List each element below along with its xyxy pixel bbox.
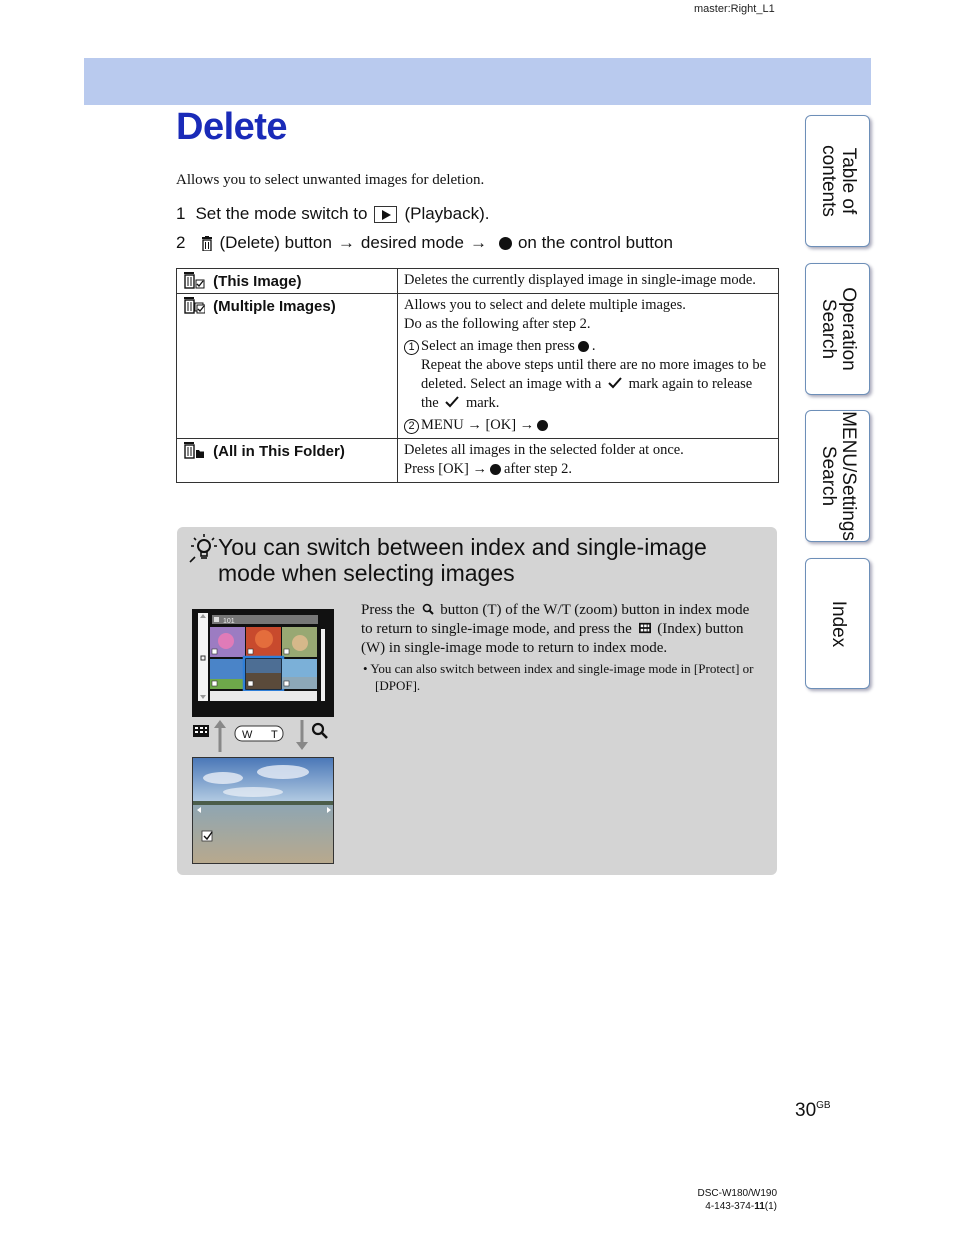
delete-modes-table [176,268,779,483]
zoom-w-label: W [242,729,253,741]
playback-icon [374,206,397,223]
control-button-center-icon [578,341,589,352]
single-image-screen-illustration [192,757,334,864]
zoom-lever-illustration [192,720,342,752]
page-title: Delete [176,106,288,148]
table-row: (All in This Folder) Deletes all images in the selected folder at once. Press [OK] → after step 2. [177,439,779,483]
magnifier-icon [422,603,434,615]
lightbulb-hint-icon [189,533,217,563]
control-button-center-icon [537,420,548,431]
index-screen-illustration [192,609,334,717]
mode-description: Deletes the currently displayed image in single-image mode. [404,272,756,288]
control-button-center-icon [490,464,501,475]
tab-operation-search[interactable]: Operation Search [805,263,870,395]
mode-label: (Multiple Images) [213,298,336,315]
magnifier-icon [313,724,327,738]
tip-body: Press the button (T) of the W/T (zoom) button in index mode to return to single-image mode, and press the (Index) button (W) in single-image mode to return to index mode. • You can also switch between index and single-image mode in [Protect] or [DPOF]. [361,601,761,694]
delete-multiple-images-icon [183,296,205,314]
index-grid-icon [193,725,209,737]
delete-all-in-folder-icon [183,441,205,459]
tip-panel [177,527,777,875]
delete-this-image-icon [183,271,205,289]
tab-index[interactable]: Index [805,558,870,689]
header-band [84,58,871,105]
mode-label: (This Image) [213,273,302,290]
tab-table-of-contents[interactable]: Table of contents [805,115,870,247]
page-number: $30^{GB}$ [795,1100,831,1121]
index-grid-icon [639,622,651,634]
check-mark-icon [445,396,459,408]
tip-title: You can switch between index and single-image mode when selecting images [218,534,707,586]
folder-label: 101 [223,618,235,625]
tip-note: • You can also switch between index and single-image mode in [Protect] or [DPOF]. [363,661,754,693]
intro-text: Allows you to select unwanted images for deletion. [176,172,485,188]
control-button-center-icon [499,237,512,250]
clipped-header-text [360,0,700,6]
table-row [177,269,779,294]
step-1: 1 Set the mode switch to (Playback). [176,204,490,223]
master-label: master:Right_L1 [694,3,775,15]
check-mark-icon [608,377,622,389]
tab-menu-settings-search[interactable]: MENU/Settings Search [805,410,870,542]
table-row: (Multiple Images) Allows you to select and delete multiple images. Do as the following after step 2. 1 Select an image then press . Repeat the above steps until there are no more images to be deleted. Select an image with a mark again to release the mark. 2 MENU → [OK] → [177,294,779,439]
zoom-t-label: T [271,729,278,741]
model-code: DSC-W180/W190 4-143-374-11(1) [697,1188,777,1212]
step-2: 2 (Delete) button → desired mode → on the control button [176,233,673,252]
mode-label: (All in This Folder) [213,443,345,460]
trash-icon [201,236,213,251]
